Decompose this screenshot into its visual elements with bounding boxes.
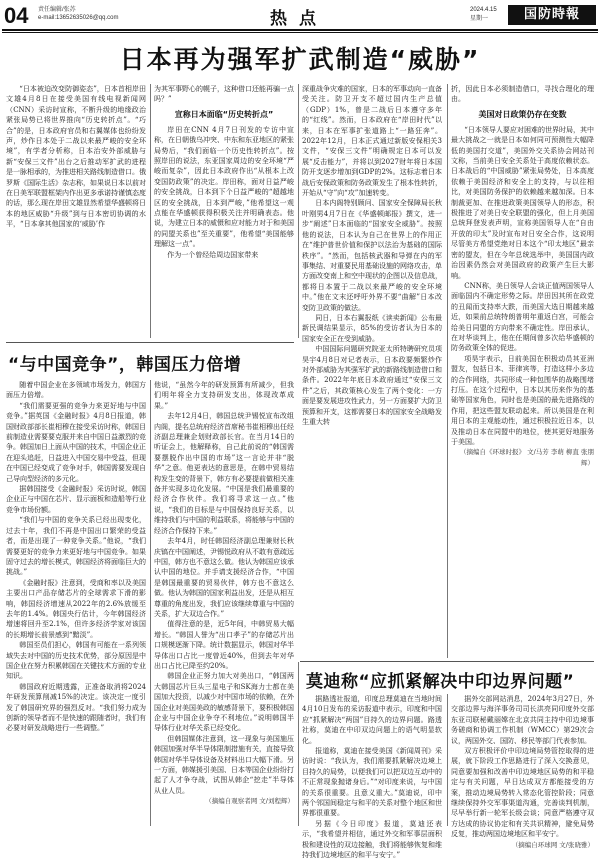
paragraph: 但韩国媒体注意到，这一现象与美国施压韩国加强对华半导体限制措施有关，直接导致韩国对华半导体设备及材料出口大幅下滑。另一方面，韩媒援引美国、日本等国企业纷纷打起了人才争夺战，试图从韩企“挖走”半导体从业人员。 [154, 734, 294, 795]
paragraph: 作为一个曾经给周边国家带来 [167, 250, 259, 259]
paragraph: 值得注意的是，近5年间，中韩贸易大幅增长。“韩国人誉为“出口孝子”的存储芯片出口规模逐渐下降。统计数据显示，韩国对华半导体出口占比一度曾近40%，但到去年对华出口占比已降至约20%。 [154, 620, 294, 670]
article1-column-3 [302, 84, 442, 658]
paragraph: 去年12月4日，韩国总统尹锡悦宣布改组内阁，提名总统府经济首席秘书崔相穆出任经济副总理兼企划财政部长官。在当月14日的听证会上，他解释称，自己此前说的“韩国需要摆脱作出中国的市场”这一言论并非“脱华”之意。他更表达的意思是，在韩中贸易结构发生变的背景下，韩方有必要提前做相关准备并实现多边化发展。“中国是我们最重要的经济合作伙伴。我们将寻求这一点。”他说，“我们的目标是与中国保持良好关系，以维持我们与中国的利益联系，将能够与中国的经济合作保持下来。” [154, 412, 294, 535]
article2-column-1 [6, 380, 146, 826]
paragraph: CNN称，美日领导人会谈正值两国领导人面临国内不确定形势之际。岸田因其所在政党的丑闻而支持率大跌，而美国大选日期越来越近，如果前总统特朗普明年重返白宫，可能会给美日同盟的方向带来不确定性。岸田承认，在对华谈判上，他在任期间曾多次给华盛顿的防务政策全体的促进。 [451, 281, 594, 353]
section-divider [300, 661, 594, 662]
paragraph: “我们需要更强的竞争力来更好地与中国竞争。”据英国《金融时报》4月8日报道，韩国财政部部长崔相穆在接受采访时称，韩国目前制造业需要要克服并来自中国日益激烈的竞争。韩国加日上面从中国的技术，中国企业正在迎头追赶，日益进入中国交易中受益，但现在中国已经变成了竞争对手，韩国需要发现自己导向型经济的多元化。 [6, 401, 146, 483]
column-divider [447, 694, 448, 826]
article1-column-4 [451, 84, 594, 658]
paragraph: 报道称，莫迪在接受美国《新闻周刊》采访时说：“我认为，我们需要抓紧解决边境上目持久的局势，以便我们可以把双边互动中的不正常现象抛诸身后。”“对印度来说，与中国的关系很重要。且意义重大。”莫迪说，印中两个邻国间稳定与和平的关系对整个地区和世界都很重要。 [302, 747, 442, 818]
page-number: 04 [4, 3, 29, 28]
editor-line: 责任编辑/张苏 [38, 7, 76, 13]
paragraph: “日本被迫改变防御姿态”，日本首相岸田文雄4月8日在接受美国有线电视新闻网（CNN）采访时宣称，不断升级的地缘政治紧张局势已将世界推向“历史转折点”。“巧合”的是，日本政府官员和右翼媒体也纷纷发声，炒作日本处于二战以来最严峻的安全环境”，有学者分析称，日本治安外部威胁与新“安保三文件”出台之后推动军扩武的进程是一脉相承的，为推进相关路线制造借口。俄罗斯《国际生活》杂志称，如果说日本以前对在日美军联盟框架内作出更多承诺持谨慎态度的话，那么现在岸田文雄显然希望华盛顿将日本的地区威胁“升级”到与日本密切协调的水平，“日本拿其他国家的‘威胁’作 [6, 85, 146, 229]
column-divider [150, 380, 151, 826]
article3-column-2 [451, 694, 594, 849]
section-divider [6, 342, 294, 343]
paragraph: 为其军事野心的幌子，这种借口还能再骗一点吗？” [154, 85, 294, 104]
article3-headline: 莫迪称“应抓紧解决中印边界问题” [306, 672, 575, 692]
paragraph: 他说，“虽然今年的研发预算有所减少，但我们明年将全力支持研发支出，体现改革成果。” [154, 381, 294, 410]
paragraph: 去年4月，时任韩国经济副总理兼财长秋庆镐在中国阐述，尹锡悦政府从不敢有意疏远中国，韩方也不意这么做。他认为韩国应该承认中国的地位。并手请支援经济合作，“中国是韩国最重要的贸易伙伴，韩方也不意这么做。他认为韩国的国家利益出发，还是从相互尊重的角度出发，我们应该继续尊重与中国的关系，扩大双边合作。” [154, 537, 294, 618]
subheading: 宣称日本面临“历史转折点” [174, 109, 274, 119]
byline: （摘编自环球网 文/张晓雅） [511, 840, 594, 849]
paragraph: 双方积极评价中印边境局势管控取得的进展，就下阶段工作思路进行了深入交换意见，同意要加强和改善中印边境地区局势的和平稳定与有关问题，早日达成双方都能接受的方案，推动边境局势转入常态化管控阶段；同意继续保持外交军事渠道沟通，完善谈判机制，尽早举行新一轮军长级会谈；同意严格遵守双方达成的协议协定和有关共识精神，避免局势反复，推动两国边境地区和平安宁。 [451, 747, 594, 839]
column-divider [447, 84, 448, 658]
article2-column-2 [154, 380, 294, 826]
paragraph: 另据《今日印度》报道，莫迪还表示，“我希望并相信，通过外交和军事层面积极和建设性的双边接触，我们将能够恢复和维持我们边境地区的和平与安宁。” [302, 819, 442, 860]
paragraph: 同日，日本右翼报纸《读卖新闻》公布最新民调结果显示，85%的受访者认为日本的国家安全正在受到威胁。 [302, 313, 442, 343]
editor-info [38, 6, 118, 22]
paragraph: “日本领导人要应对困难的世界时局，其中最大挑战之一就是日本如何同可预测性大幅降低的美国打交道”，美国外交关系协会网站刊文称，当前美日安全关系处于高度依赖状态。日本战后的“中国威胁”紧张局势处，日本高度依赖于美国经济和安全上的支持，与以往相比，对美国防务保护的依赖越来越加深。日本制裁更加、在推进政策美国领导人的形态，积极推进了对美日安全联盟的强化，但上月美国总统拜登发表声明，宣称美国领导人在“自由开放的印太”及时宣布对日安全合作，这说明尽管美方希望党绝对日本这个“印太地区”最亲密的盟友，但在今年总统选举中，美国国内政治因素仍然会对美国政府的政策产生巨大影响。 [451, 125, 594, 280]
subheading: 美国对日政策仍存在变数 [478, 109, 567, 119]
byline: （摘编自观察者网 文/刘程辉） [205, 797, 294, 806]
paragraph: “我们与中国的竞争关系已经出现变化，过去十年，我们不再是中国出口繁荣的受益者，而是出现了一种竞争关系。”他说，“我们需要更好的竞争力来更好地与中国竞争。如果固守过去的增长模式，韩国经济将面临巨大的挑战。” [6, 516, 146, 577]
paragraph: 韩国政府近期透露，正准备取消将2024年研发预算削减15%的决定。该决定一度引发了韩国研究界的强烈反对。“我们努力成为创新的领导者而不是快速的跟随者时，我们有必要对研发战略进行一些调整。” [6, 682, 146, 733]
email-line: e-mail:13652635026@qq.com [38, 15, 119, 21]
paragraph: 日本内阁特别顾问、国家安全保障局长秋叶刚男4月7日在《华盛顿邮报》撰文，进一步“阐述”日本面临的“国家安全威胁”。按照他的说法，日本认为自己在世界上的作用正在“维护普世价值和保护以法治为基础的国际秩序”。“然而，包括核武器和导弹在内的军事集结、对重要民用基础设施的网络攻击，单方面改变南上和空中现状的企图以及信息战，都将日本置于二战以来最严峻的安全环境中。”他在文末还呼吁外界不要“曲解”日本改变防卫政策的做法。 [302, 199, 442, 312]
article1-column-2 [154, 84, 294, 340]
article2-headline: “与中国竞争”，韩国压力倍增 [8, 355, 242, 375]
date-line: 2024.4.15 [470, 7, 497, 13]
paragraph: 中国国际问题研究院亚太所特聘研究员项昊宇4月8日对记者表示，日本政要频繁炒作对外部威胁为其强军扩武的新路线制造借口和条件。2022年年底日本政府通过“安保三文件”之后，其政策核心发生了两个变化：一方面是要发展进攻性武力，另一方面要扩大防卫预算和开支，这都需要日本的国家安全战略发生重大转 [302, 345, 442, 426]
paragraph: 韩国至员们担心，韩国有可能在一系列领域失去对中国的历史技术优势，部分原因是中国企业在努力积累韩国在关键技术方面的专业知识。 [6, 641, 146, 681]
weekday-line: 星期一 [470, 16, 489, 22]
paragraph: 《金融时报》注意到，受商和率以及美国主要出口产品存储芯片的全球需求下滑的影响，韩国经济增速从2022年的2.6%放缓至去年的1.4%。韩国央行估计，今年韩国经济增速将回升至2.1%，但许多经济学家对该国的长期增长前景感到“黯淡”。 [6, 578, 146, 639]
article3-column-1 [302, 694, 442, 860]
main-headline: 日本再为强军扩武制造“威胁” [119, 45, 481, 74]
paragraph: 据韩国接受《金融时报》采访时说，韩国企业正与中国在芯片、显示面板和造船等行业竞争市场份额。 [6, 485, 146, 514]
column-divider [298, 662, 299, 826]
column-divider [150, 84, 151, 338]
byline: （摘编自《环球时报》 文/马芳 李萌 柳直 张朋辉） [460, 448, 594, 467]
paragraph: 韩国企业正努力加大对美出口，“韩国两大韩国芯片巨头三星电子和SK海力士都在美国加大投资，以减少对中国市场的依赖，在外国企业对美国美政的敏感背景下，要积极韩国企业与中国企业争夺不利地位。”说明韩国半导体行业对华关系已经变化。 [154, 672, 294, 733]
paragraph: 折，因此日本必须制造借口，寻找合理化的理由。 [451, 85, 594, 104]
section-name: 热点 [270, 9, 328, 29]
article1-column-1 [6, 84, 146, 340]
column-divider [298, 84, 299, 338]
paragraph: 岸田在CNN 4月7日刊发的专访中宣称，在日朝俄乌冲突、中东和东亚地区的紧张局势后，“我们面临一个历史性转折点”。按照岸田的说法，东亚国家周边的安全环境“严峻而复杂”，因此日本政府作出“从根本上改变国防政策”的决定。岸田称，面对日益严峻的安全挑战，日本到下个日益严峻的“超越地区的安全挑战，日本到严峻，”他希望这一观点能在华盛顿获得积极关注并明确表态。他说，为建立日本的威慑和应对能力对于和美国的同盟关系也”至关重要”，他希望“美国能够理解这一点”。 [154, 125, 294, 249]
masthead-rule-thin [2, 32, 598, 33]
paragraph: 随着中国企业在多领域市场发力，韩国方面压力倍增。 [6, 381, 146, 400]
paragraph: 深重战争灾难的国家，日本的军事动向一直备受关注。防卫开支不超过国内生产总值（GDP）1%，曾是二战后日本遵守多年的“红线”。然而，日本政府在“岸田时代”以来，日本在军事扩张道路上“一路狂奔”。2022年12月，日本正式通过新版安保相关3文件，“安保三文件”明确规定日本可以发展“反击能力”，并将以到2027财年将日本国防开支逐步增加到GDP的2%。这标志着日本战后安保政策和防务政策发生了根本性转折，开始从“守”向“攻”加速转变。 [302, 85, 442, 198]
paragraph: 据外交部网站消息，2024年3月27日，外交部边界与海洋事务司司长洪亮同印度外交部东亚司联秘戴丽嫦在北京共同主持中印边境事务磋商和协调工作机制（WMCC）第29次会议，两国外交、国防、移民等部门代表参加。 [451, 695, 594, 745]
masthead-rule [2, 29, 598, 31]
date-info [470, 6, 497, 24]
paragraph: 项昊宇表示，日前美国在积极动员其亚洲盟友，包括日本、菲律宾等，打造这样小多边的合作网络，共同形成一种包围华的战略围堵打压。在这个过程中，日本以其历来作为的基础等国家角色，同时也是美国的最先进路线的作用，把这些盟友联动起来。所以美国是在利用日本的主观能动性，通过积极拉近日本，以及推动日本在同盟中的地位，使其更好地服务于美国。 [451, 354, 594, 446]
paragraph: 据路透社报道，印度总理莫迪在当地时间4月10日发布的采访报道中表示，印度和中国应“抓紧解决“两国”目持久的边界问题。路透社称，莫迪在中印双边问题上的语气明显软化。 [302, 695, 442, 745]
newspaper-logo: 国防時報 [508, 5, 596, 25]
